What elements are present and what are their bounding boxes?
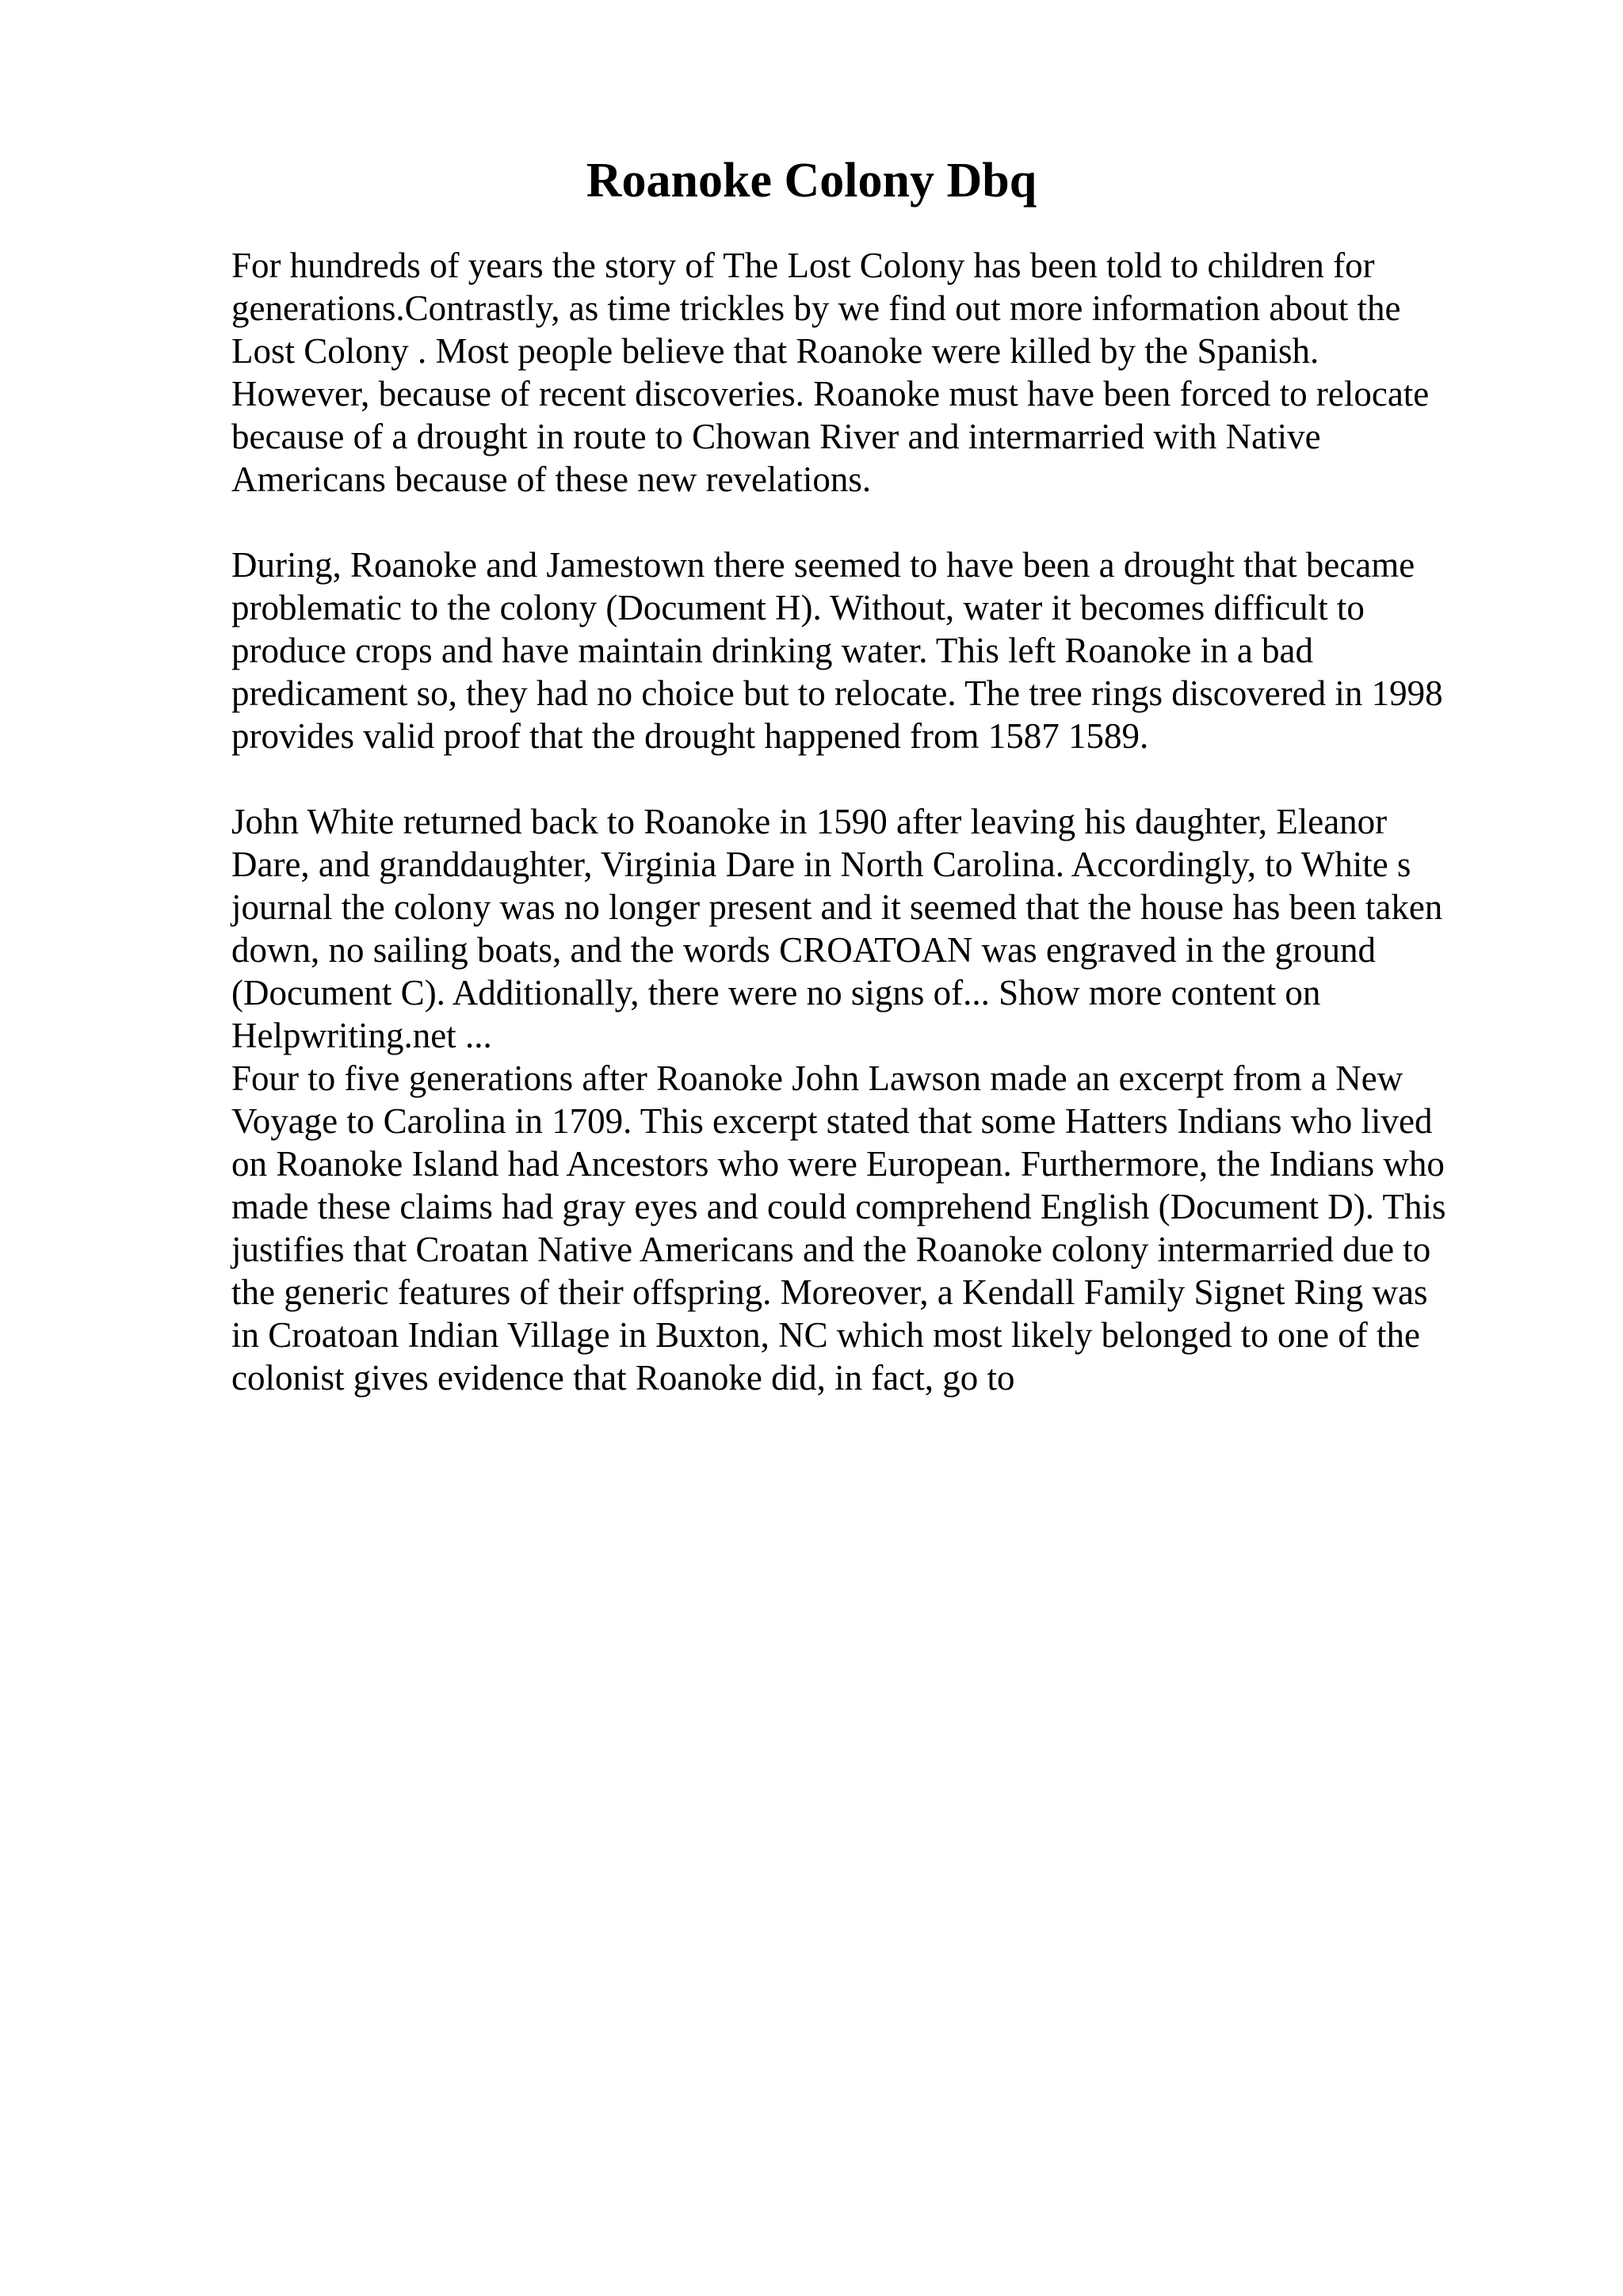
paragraph-2 [231, 543, 1515, 757]
document-body [231, 244, 1515, 1399]
text-line: Four to five generations after Roanoke John Lawson made an excerpt from a New [231, 1058, 1403, 1098]
paragraph-gap [231, 757, 1515, 800]
text-line: Dare, and granddaughter, Virginia Dare in North Carolina. Accordingly, to White s [231, 845, 1411, 884]
text-line: journal the colony was no longer present and it seemed that the house has been taken [231, 887, 1443, 927]
text-line: produce crops and have maintain drinking water. This left Roanoke in a bad [231, 631, 1314, 670]
text-line: on Roanoke Island had Ancestors who were European. Furthermore, the Indians who [231, 1144, 1445, 1184]
text-line: colonist gives evidence that Roanoke did, in fact, go to [231, 1358, 1015, 1398]
text-line: made these claims had gray eyes and could comprehend English (Document D). This [231, 1187, 1446, 1226]
text-line: Voyage to Carolina in 1709. This excerpt stated that some Hatters Indians who lived [231, 1101, 1433, 1141]
text-line: the generic features of their offspring. Moreover, a Kendall Family Signet Ring was [231, 1272, 1428, 1312]
text-line: provides valid proof that the drought happened from 1587 1589. [231, 716, 1149, 756]
text-line: (Document C). Additionally, there were no signs of... Show more content on [231, 973, 1321, 1013]
text-line: Helpwriting.net ... [231, 1016, 492, 1055]
paragraph-3 [231, 800, 1515, 1399]
text-line: Americans because of these new revelations. [231, 460, 872, 499]
text-line: in Croatoan Indian Village in Buxton, NC which most likely belonged to one of the [231, 1315, 1420, 1355]
text-line: generations.Contrastly, as time trickles by we find out more information about the [231, 288, 1401, 328]
text-line: justifies that Croatan Native Americans and the Roanoke colony intermarried due to [231, 1230, 1431, 1269]
text-line: During, Roanoke and Jamestown there seemed to have been a drought that became [231, 545, 1415, 585]
text-line: predicament so, they had no choice but to relocate. The tree rings discovered in 1998 [231, 673, 1443, 713]
text-line: down, no sailing boats, and the words CROATOAN was engraved in the ground [231, 930, 1376, 970]
paragraph-gap [231, 501, 1515, 543]
text-line: problematic to the colony (Document H). Without, water it becomes difficult to [231, 588, 1365, 627]
text-line: However, because of recent discoveries. Roanoke must have been forced to relocate [231, 374, 1430, 414]
text-line: Lost Colony . Most people believe that Roanoke were killed by the Spanish. [231, 331, 1319, 371]
text-line: For hundreds of years the story of The Lost Colony has been told to children for [231, 246, 1375, 285]
paragraph-1 [231, 244, 1515, 501]
text-line: because of a drought in route to Chowan River and intermarried with Native [231, 417, 1321, 456]
document-title: Roanoke Colony Dbq [586, 154, 1037, 208]
text-line: John White returned back to Roanoke in 1590 after leaving his daughter, Eleanor [231, 802, 1388, 841]
